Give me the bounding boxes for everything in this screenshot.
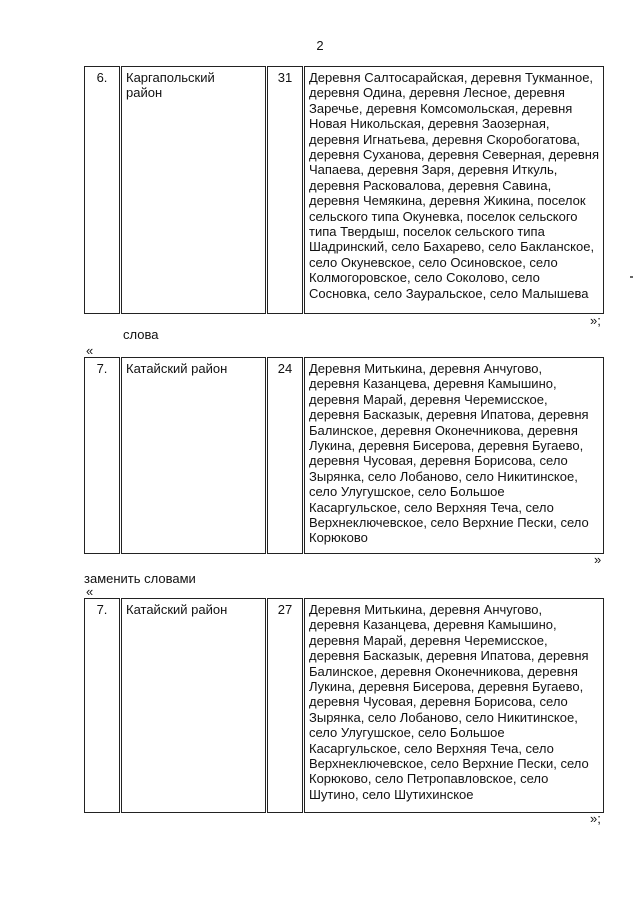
places-line: деревня Суханова, деревня Северная, деревня xyxy=(309,147,600,163)
places-line: типа Твердыш, поселок сельского типа xyxy=(309,224,545,240)
district-cell xyxy=(121,67,267,314)
opening-quote: « xyxy=(86,584,94,599)
places-line: Сосновка, село Зауральское, село Малышева xyxy=(309,285,589,301)
places-line: Верхнеключевское, село Верхние Пески, село xyxy=(309,515,589,531)
amendment-table-replacement-row-7 xyxy=(84,598,604,813)
places-line: село Улугушское, село Большое xyxy=(309,725,505,741)
district-line: Каргапольский xyxy=(126,70,215,85)
district-line: Катайский район xyxy=(126,602,228,617)
row-number-cell: 7. xyxy=(85,599,121,813)
table-row xyxy=(85,67,604,314)
places-line: деревня Казанцева, деревня Камышино, xyxy=(309,617,557,633)
places-line: деревня Басказык, деревня Ипатова, деревня xyxy=(309,407,589,423)
places-line: Заречье, деревня Комсомольская, деревня xyxy=(309,100,573,116)
count-cell: 31 xyxy=(267,67,304,314)
places-cell xyxy=(304,599,604,813)
places-line: Лукина, деревня Бисерова, деревня Бугаево, xyxy=(309,679,584,695)
places-line: Верхнеключевское, село Верхние Пески, село xyxy=(309,756,589,772)
closing-quote: » xyxy=(594,552,602,567)
row-number-cell: 7. xyxy=(85,358,121,554)
amendment-table-original-row-6 xyxy=(84,66,604,314)
places-line: деревня Чемякина, деревня Жикина, поселок xyxy=(309,193,586,209)
places-line: Корюково xyxy=(309,530,368,546)
places-line: Деревня Митькина, деревня Анчугово, xyxy=(309,602,543,617)
places-line: деревня Марай, деревня Черемисское, xyxy=(309,632,548,648)
district-cell xyxy=(121,358,267,554)
places-line: Шадринский, село Бахарево, село Бакланское, xyxy=(309,239,595,255)
amendment-table-words-row-7 xyxy=(84,357,604,554)
places-line: деревня Чусовая, деревня Борисова, село xyxy=(309,453,568,469)
places-line: Новая Никольская, деревня Заозерная, xyxy=(309,116,550,132)
places-line: деревня Расковалова, деревня Савина, xyxy=(309,177,552,193)
places-line: Шутино, село Шутихинское xyxy=(309,786,474,802)
places-line: Деревня Салтосарайская, деревня Тукманное, xyxy=(309,70,594,85)
places-line: деревня Одина, деревня Лесное, деревня xyxy=(309,85,565,101)
table-row xyxy=(85,358,604,554)
opening-quote: « xyxy=(86,343,94,358)
places-line: деревня Марай, деревня Черемисское, xyxy=(309,391,548,407)
replace-label: заменить словами xyxy=(84,571,196,586)
district-line: Катайский район xyxy=(126,361,228,376)
places-line: Балинское, деревня Оконечникова, деревня xyxy=(309,422,578,438)
places-cell xyxy=(304,358,604,554)
table-row xyxy=(85,599,604,813)
places-line: Деревня Митькина, деревня Анчугово, xyxy=(309,361,543,376)
places-line: Касаргульское, село Верхняя Теча, село xyxy=(309,499,554,515)
words-label: слова xyxy=(123,327,159,342)
page-number: 2 xyxy=(316,38,324,53)
district-cell xyxy=(121,599,267,813)
places-line: Касаргульское, село Верхняя Теча, село xyxy=(309,740,554,756)
places-line: село Улугушское, село Большое xyxy=(309,484,505,500)
places-line: деревня Казанцева, деревня Камышино, xyxy=(309,376,557,392)
closing-quote: »; xyxy=(590,811,601,826)
places-line: Чапаева, деревня Заря, деревня Иткуль, xyxy=(309,162,558,178)
count-cell: 24 xyxy=(267,358,304,554)
places-line: деревня Чусовая, деревня Борисова, село xyxy=(309,694,568,710)
places-line: деревня Игнатьева, деревня Скоробогатова, xyxy=(309,131,581,147)
places-line: Корюково, село Петропавловское, село xyxy=(309,771,549,787)
district-line: район xyxy=(126,85,163,101)
places-line: Зырянка, село Лобаново, село Никитинское, xyxy=(309,468,578,484)
scan-mark xyxy=(630,276,633,278)
count-cell: 27 xyxy=(267,599,304,813)
closing-quote: »; xyxy=(590,313,601,328)
row-number-cell: 6. xyxy=(85,67,121,314)
places-line: деревня Басказык, деревня Ипатова, деревня xyxy=(309,648,589,664)
places-line: Лукина, деревня Бисерова, деревня Бугаево, xyxy=(309,438,584,454)
places-line: сельского типа Окуневка, поселок сельского xyxy=(309,208,578,224)
places-line: Балинское, деревня Оконечникова, деревня xyxy=(309,663,578,679)
places-line: Колмогоровское, село Соколово, село xyxy=(309,270,540,286)
places-cell xyxy=(304,67,604,314)
places-line: село Окуневское, село Осиновское, село xyxy=(309,254,558,270)
places-line: Зырянка, село Лобаново, село Никитинское, xyxy=(309,709,578,725)
